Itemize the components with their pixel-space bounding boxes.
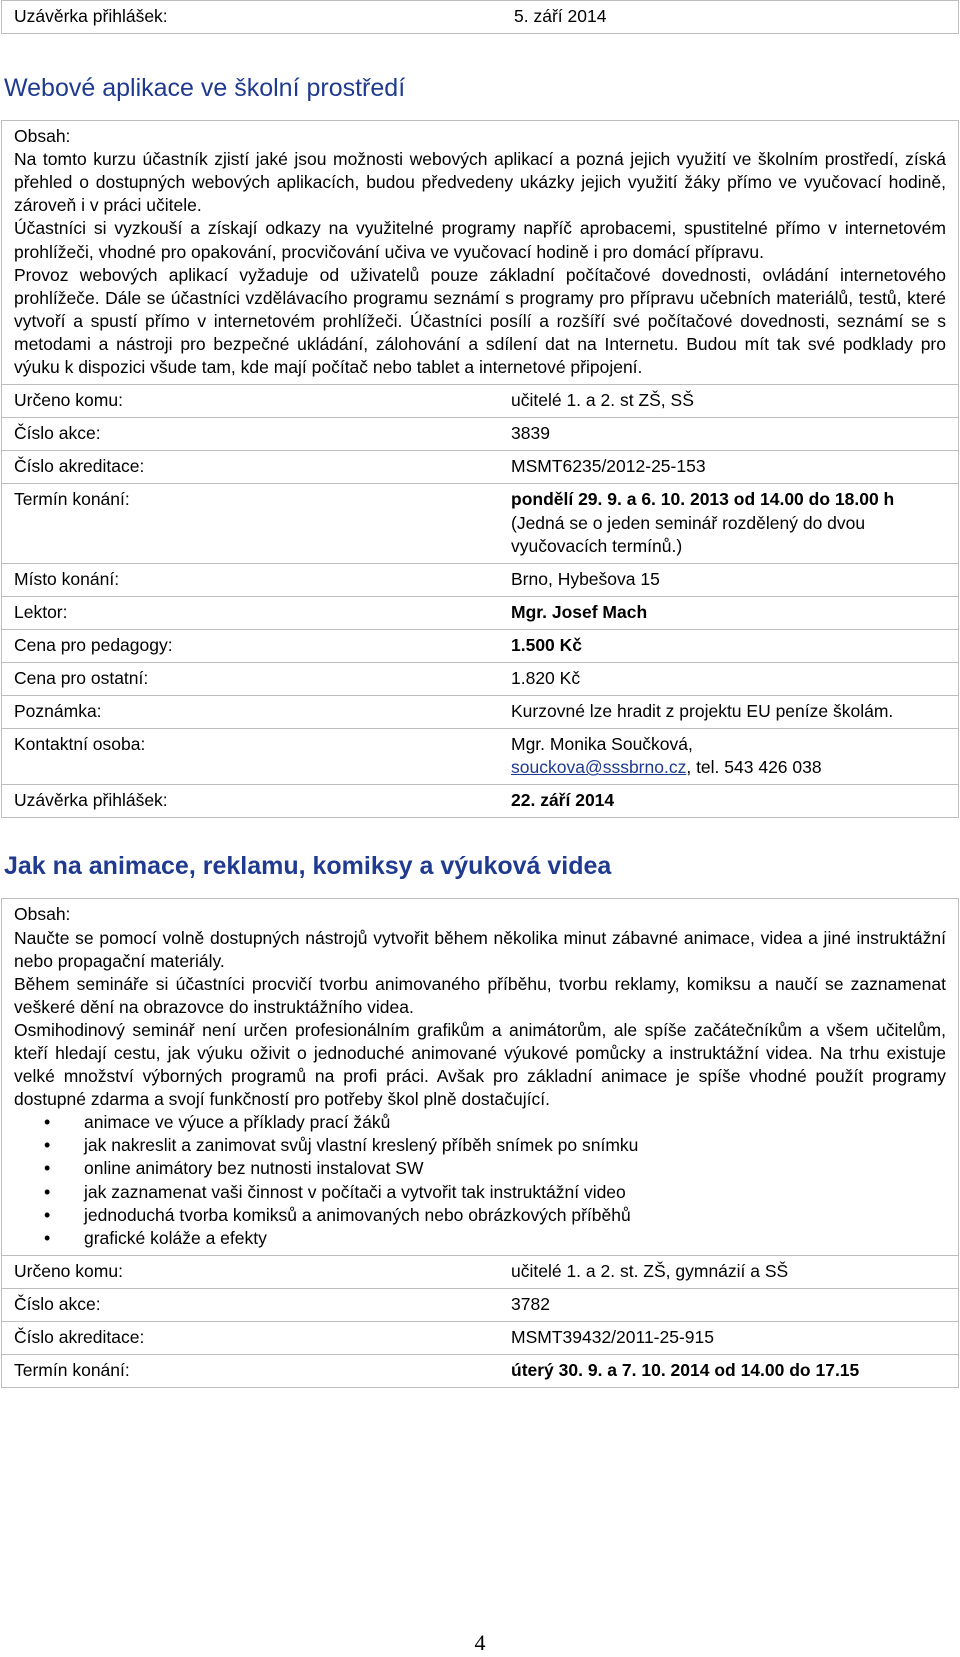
accreditation-row (2, 1322, 959, 1355)
location-value: Brno, Hybešova 15 (480, 563, 959, 596)
topics-list (14, 1111, 946, 1250)
course-description (2, 899, 959, 1255)
price-others-row (2, 662, 959, 695)
deadline-row (2, 1, 959, 34)
price-teachers-row (2, 629, 959, 662)
deadline-value: 22. září 2014 (480, 785, 959, 818)
contact-row (2, 729, 959, 785)
deadline-row (2, 785, 959, 818)
list-item: • jak nakreslit a zanimovat svůj vlastní kreslený příběh snímek po snímku (84, 1134, 946, 1157)
event-number-row (2, 1288, 959, 1321)
accreditation-label: Číslo akreditace: (2, 451, 481, 484)
course-title: Webové aplikace ve školní prostředí (4, 74, 406, 103)
list-item: • jednoduchá tvorba komiksů a animovaných nebo obrázkových příběhů (84, 1204, 946, 1227)
deadline-label: Uzávěrka přihlášek: (2, 1, 484, 34)
price-others-value: 1.820 Kč (480, 662, 959, 695)
accreditation-label: Číslo akreditace: (2, 1322, 481, 1355)
obsah-label: Obsah: (14, 126, 71, 147)
lecturer-row (2, 596, 959, 629)
course-table (1, 898, 959, 1388)
course-description (2, 121, 959, 385)
note-row (2, 696, 959, 729)
price-teachers-value: 1.500 Kč (480, 629, 959, 662)
contact-label: Kontaktní osoba: (2, 729, 481, 785)
date-value-bold: pondělí 29. 9. a 6. 10. 2013 od 14.00 do 18.00 h (511, 489, 895, 510)
target-row (2, 1255, 959, 1288)
event-number-label: Číslo akce: (2, 1288, 481, 1321)
description-paragraph: Naučte se pomocí volně dostupných nástrojů vytvořit během několika minut zábavné animace, videa a jiné instruktážní nebo propagační materiály. (14, 927, 946, 971)
location-label: Místo konání: (2, 563, 481, 596)
contact-value (480, 729, 959, 785)
previous-course-table (1, 0, 959, 34)
list-item: • grafické koláže a efekty (84, 1227, 946, 1250)
target-row (2, 385, 959, 418)
target-label: Určeno komu: (2, 1255, 481, 1288)
accreditation-value: MSMT6235/2012-25-153 (480, 451, 959, 484)
date-row (2, 1355, 959, 1388)
date-value (480, 484, 959, 563)
lecturer-label: Lektor: (2, 596, 481, 629)
deadline-label: Uzávěrka přihlášek: (2, 785, 481, 818)
event-number-value: 3839 (480, 418, 959, 451)
contact-email-link[interactable]: souckova@sssbrno.cz (511, 757, 687, 778)
course-table (1, 120, 959, 818)
date-label: Termín konání: (2, 484, 481, 563)
date-label: Termín konání: (2, 1355, 481, 1388)
note-value: Kurzovné lze hradit z projektu EU peníze školám. (480, 696, 959, 729)
location-row (2, 563, 959, 596)
obsah-label: Obsah: (14, 904, 71, 925)
event-number-value: 3782 (480, 1288, 959, 1321)
price-teachers-label: Cena pro pedagogy: (2, 629, 481, 662)
lecturer-value: Mgr. Josef Mach (480, 596, 959, 629)
description-paragraph: Účastníci si vyzkouší a získají odkazy na využitelné programy napříč aprobacemi, spustitelné přímo v internetovém prohlížeči, vhodné pro opakování, procvičování učiva ve vyučovací hodině i pro domácí přípravu. (14, 218, 946, 262)
target-value: učitelé 1. a 2. st. ZŠ, gymnázií a SŠ (480, 1255, 959, 1288)
date-value-note: (Jedná se o jeden seminář rozdělený do dvou vyučovacích termínů.) (511, 512, 866, 556)
description-paragraph: Během semináře si účastníci procvičí tvorbu animovaného příběhu, tvorbu reklamy, komiksu a naučí se zaznamenat veškeré dění na obrazovce do instruktážního videa. (14, 973, 946, 1017)
description-paragraph: Osmihodinový seminář není určen profesionálním grafikům a animátorům, ale spíše začátečníkům a všem učitelům, kteří hledají cestu, jak výuku oživit o jednoduché animované výukové pomůcky a instruktážní videa. Na trhu existuje velké množství výborných programů na profi práci. Avšak pro základní animace je spíše vhodné použít programy dostupné zdarma a svojí funkčností pro potřeby škol plně dostačující. (14, 1019, 946, 1110)
target-label: Určeno komu: (2, 385, 481, 418)
list-item: • animace ve výuce a příklady prací žáků (84, 1111, 946, 1134)
contact-name: Mgr. Monika Součková, (511, 734, 693, 755)
target-value: učitelé 1. a 2. st ZŠ, SŠ (480, 385, 959, 418)
deadline-value: 5. září 2014 (483, 1, 959, 34)
page-number: 4 (474, 1630, 486, 1655)
note-label: Poznámka: (2, 696, 481, 729)
accreditation-row (2, 451, 959, 484)
event-number-label: Číslo akce: (2, 418, 481, 451)
event-number-row (2, 418, 959, 451)
contact-phone: , tel. 543 426 038 (686, 757, 822, 778)
list-item: • jak zaznamenat vaši činnost v počítači a vytvořit tak instruktážní video (84, 1181, 946, 1204)
date-value: úterý 30. 9. a 7. 10. 2014 od 14.00 do 17.15 (480, 1355, 959, 1388)
price-others-label: Cena pro ostatní: (2, 662, 481, 695)
description-paragraph: Na tomto kurzu účastník zjistí jaké jsou možnosti webových aplikací a pozná jejich využití ve školním prostředí, získá přehled o dostupných webových aplikacích, budou předvedeny ukázky jejich využití žáky přímo ve vyučovací hodině, zároveň i v práci učitele. (14, 149, 946, 216)
course-title: Jak na animace, reklamu, komiksy a výuková videa (4, 852, 612, 881)
description-paragraph: Provoz webových aplikací vyžaduje od uživatelů pouze základní počítačové dovednosti, ovládání internetového prohlížeče. Dále se účastníci vzdělávacího programu seznámí s programy pro přípravu učebních materiálů, testů, které vytvoří a spustí přímo v internetovém prohlížeči. Účastníci posílí a rozšíří své počítačové dovednosti, seznámí se s metodami a nástroji pro bezpečné ukládání, zálohování a sdílení dat na Internetu. Budou mít tak své podklady pro výuku k dispozici všude tam, kde mají počítač nebo tablet a internetové připojení. (14, 264, 946, 378)
date-row (2, 484, 959, 563)
list-item: • online animátory bez nutnosti instalovat SW (84, 1157, 946, 1180)
accreditation-value: MSMT39432/2011-25-915 (480, 1322, 959, 1355)
